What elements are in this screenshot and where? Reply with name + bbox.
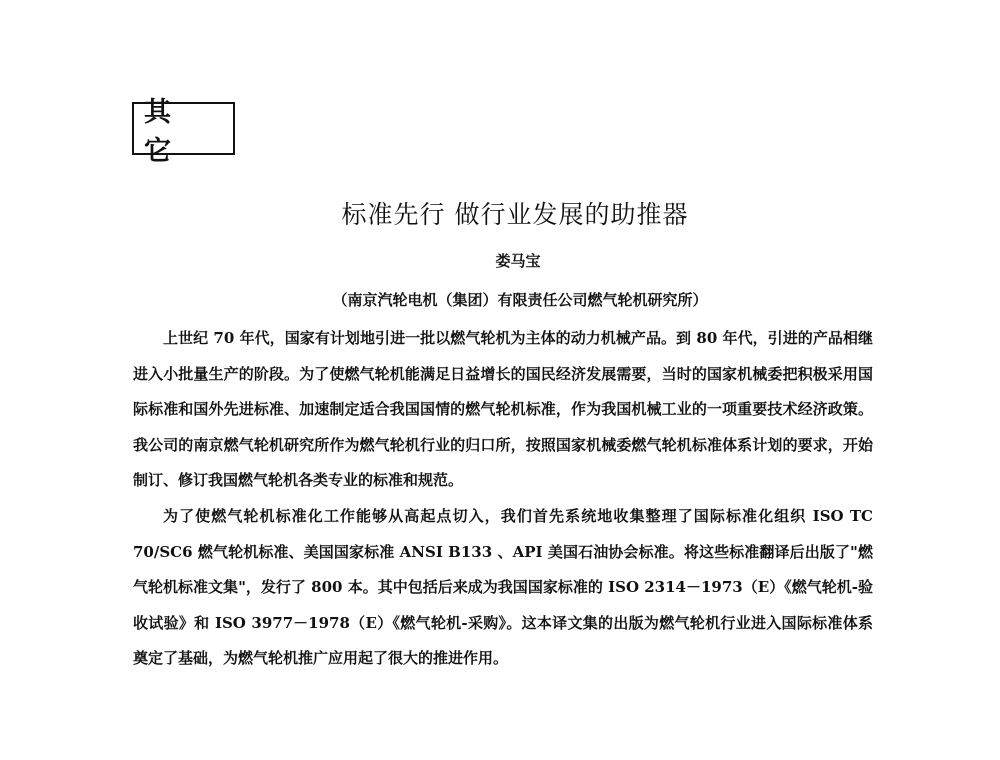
article-title: 标准先行 做行业发展的助推器 [341, 200, 689, 229]
section-label-box [132, 96, 235, 167]
paragraph-1: 上世纪 70 年代，国家有计划地引进一批以燃气轮机为主体的动力机械产品。到 80 年代，引进的产品相继进入小批量生产的阶段。为了使燃气轮机能满足日益增长的国民经济发展需要，当时的国家机械委把积极采用国际标准和国外先进标准、加速制定适合我国国情的燃气轮机标准，作为我国机械工业的一项重要技术经济政策。我公司的南京燃气轮机研究所作为燃气轮机行业的归口所，按照国家机械委燃气轮机标准体系计划的要求，开始制订、修订我国燃气轮机各类专业的标准和规范。 [133, 329, 873, 490]
article-body [133, 321, 873, 677]
article-affiliation: （南京汽轮电机（集团）有限责任公司燃气轮机研究所） [332, 291, 708, 309]
section-label: 其 它 [144, 96, 183, 167]
article-author: 娄马宝 [495, 252, 541, 270]
paragraph-2: 为了使燃气轮机标准化工作能够从高起点切入，我们首先系统地收集整理了国际标准化组织 ISO TC 70/SC6 燃气轮机标准、美国国家标准 ANSI B133 、API 美国石油协会标准。将这些标准翻译后出版了"燃气轮机标准文集"，发行了 800 本。其中包括后来成为我国国家标准的 ISO 2314－1973（E）《燃气轮机-验收试验》和 ISO 3977－1978（E）《燃气轮机-采购》。这本译文集的出版为燃气轮机行业进入国际标准体系奠定了基础，为燃气轮机推广应用起了很大的推进作用。 [133, 506, 873, 668]
